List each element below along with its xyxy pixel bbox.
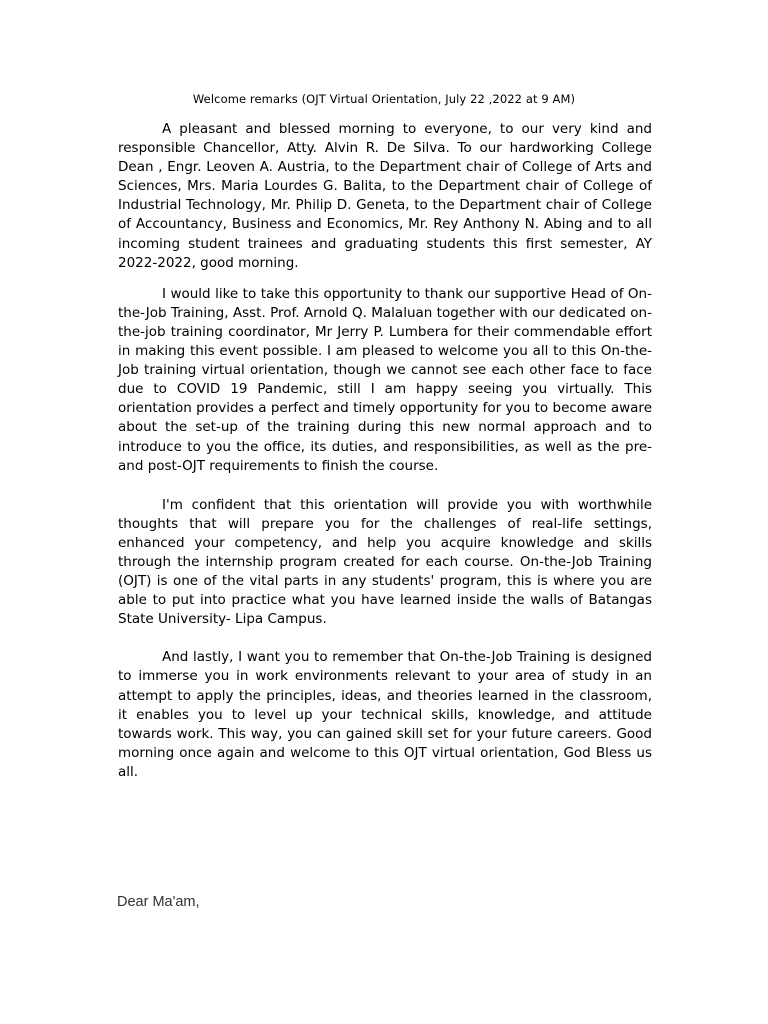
- salutation: Dear Ma'am,: [117, 894, 200, 910]
- document-title: Welcome remarks (OJT Virtual Orientation, July 22 ,2022 at 9 AM): [192, 92, 576, 106]
- paragraph-greeting: A pleasant and blessed morning to everyone, to our very kind and responsible Chancellor, Atty. Alvin R. De Silva. To our hardworking College Dean , Engr. Leoven A. Austria, to the Department chair of College of Arts and Sciences, Mrs. Maria Lourdes G. Balita, to the Department chair of College of Industrial Technology, Mr. Philip D. Geneta, to the Department chair of College of Accountancy, Business and Economics, Mr. Rey Anthony N. Abing and to all incoming student trainees and graduating students this first semester, AY 2022-2022, good morning.: [118, 121, 652, 271]
- paragraph-thanks: I would like to take this opportunity to thank our supportive Head of On-the-Job Training, Asst. Prof. Arnold Q. Malaluan together with our dedicated on-the-job training coordinator, Mr Jerry P. Lumbera for their commendable effort in making this event possible. I am pleased to welcome you all to this On-the-Job training virtual orientation, though we cannot see each other face to face due to COVID 19 Pandemic, still I am happy seeing you virtually. This orientation provides a perfect and timely opportunity for you to become aware about the set-up of the training during this new normal approach and to introduce to you the office, its duties, and responsibilities, as well as the pre- and post-OJT requirements to finish the course.: [118, 285, 652, 474]
- document-body: [118, 120, 652, 782]
- paragraph-confidence: I'm confident that this orientation will provide you with worthwhile thoughts that will prepare you for the challenges of real-life settings, enhanced your competency, and help you acquire knowledge and skills through the internship program created for each course. On-the-Job Training (OJT) is one of the vital parts in any students' program, this is where you are able to put into practice what you have learned inside the walls of Batangas State University- Lipa Campus.: [118, 496, 652, 628]
- paragraph-closing: And lastly, I want you to remember that On-the-Job Training is designed to immerse you in work environments relevant to your area of study in an attempt to apply the principles, ideas, and theories learned in the classroom, it enables you to level up your technical skills, knowledge, and attitude towards work. This way, you can gained skill set for your future careers. Good morning once again and welcome to this OJT virtual orientation, God Bless us all.: [118, 649, 652, 780]
